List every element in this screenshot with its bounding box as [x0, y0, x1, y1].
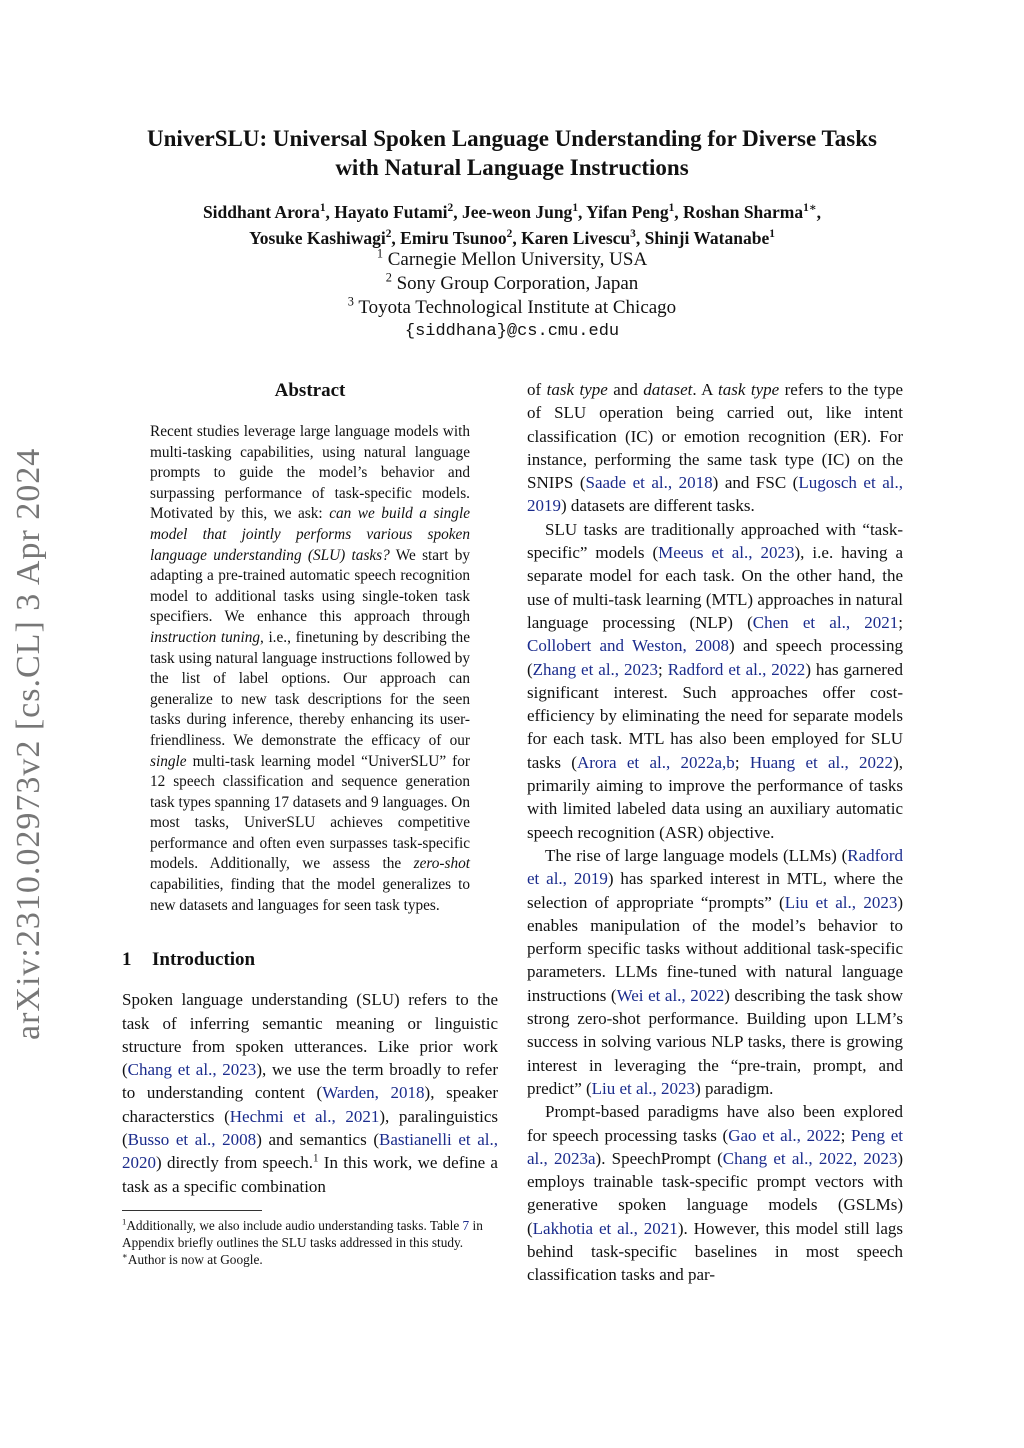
- affiliation-name: Carnegie Mellon University, USA: [387, 249, 648, 270]
- affiliation-name: Toyota Technological Institute at Chicago: [358, 297, 677, 318]
- emphasis-text: single: [150, 752, 187, 770]
- citation-link[interactable]: Chen et al., 2021: [752, 612, 899, 632]
- abstract-heading: Abstract: [274, 380, 346, 401]
- citation-link[interactable]: Lugosch et al., 2019: [527, 473, 903, 516]
- author-mark: 3: [630, 228, 636, 241]
- emphasis-text: can we build a single model that jointly performs various spoken language understanding (SLU) tasks?: [150, 505, 470, 564]
- left-column: [122, 378, 498, 1268]
- author: Siddhant Arora: [202, 202, 320, 222]
- title-line-2: with Natural Language Instructions: [335, 155, 689, 180]
- citation-link[interactable]: Bastianelli et al., 2020: [122, 1130, 499, 1173]
- author-mark: 2: [447, 202, 454, 215]
- body-paragraph: Prompt-based paradigms have also been explored for speech processing tasks (Gao et al., 2022; Peng et al., 2023a). SpeechPrompt (Chang et al., 2022, 2023) employs trainable task-specific prompt vectors with generative spoken language models (GSLMs) (Lakhotia et al., 2021). However, this model still lags behind task-specific baselines in most speech classification tasks and par-: [527, 1102, 903, 1285]
- author-list: [0, 199, 1024, 251]
- citation-link[interactable]: Chang et al., 2022, 2023: [722, 1148, 898, 1168]
- citation-link[interactable]: Huang et al., 2022: [749, 752, 894, 772]
- footnote-divider: [122, 1210, 262, 1211]
- emphasis-text: dataset: [643, 380, 693, 399]
- author-mark: 1: [572, 202, 578, 215]
- body-paragraph: SLU tasks are traditionally approached with “task-specific” models (Meeus et al., 2023), i.e. having a separate model for each task. On the other hand, the use of multi-task learning (MTL) approaches in natural language processing (NLP) (Chen et al., 2021; Collobert and Weston, 2008) and speech processing (Zhang et al., 2023; Radford et al., 2022) has garnered significant interest. Such approaches offer cost-efficiency by eliminating the need for separate models for each task. MTL has also been employed for SLU tasks (Arora et al., 2022a,b; Huang et al., 2022), primarily aiming to improve the performance of tasks with limited labeled data using an auxiliary automatic speech recognition (ASR) objective.: [527, 519, 904, 842]
- affiliation: [0, 296, 1024, 320]
- emphasis-text: task type: [718, 380, 780, 399]
- author-line-1: Siddhant Arora$^1$, Hayato Futami$^2$, Jee-weon Jung$^1$, Yifan Peng$^1$, Roshan Sharma$^{1∗}$,: [202, 202, 822, 222]
- citation-link[interactable]: Peng et al., 2023a: [527, 1125, 903, 1168]
- affiliation-mark: 1: [376, 246, 383, 261]
- author: Jee-weon Jung: [461, 202, 573, 222]
- affiliation-mark: 2: [385, 270, 392, 285]
- abstract-text: Recent studies leverage large language models with multi-tasking capabilities, using natural language prompts to guide the model’s behavior and surpassing performance of task-specific models. Motivated by this, we ask: can we build a single model that jointly performs various spoken language understanding (SLU) tasks? We start by adapting a pre-trained automatic speech recognition model to additional tasks using single-token task specifiers. We enhance this approach through instruction tuning, i.e., finetuning by describing the task using natural language instructions followed by the list of label options. Our approach can generalize to new task descriptions for the seen tasks during inference, thereby enhancing its user-friendliness. We demonstrate the efficacy of our single multi-task learning model “UniverSLU” for 12 speech classification and sequence generation task types spanning 17 datasets and 9 languages. On most tasks, UniverSLU achieves competitive performance and often even surpasses task-specific models. Additionally, we assess the zero-shot capabilities, finding that the model generalizes to new datasets and languages for seen task types.: [150, 423, 470, 914]
- author: Roshan Sharma: [683, 202, 804, 222]
- author-mark: 1: [769, 228, 775, 241]
- affiliation: [0, 272, 1024, 296]
- title-line-1: UniverSLU: Universal Spoken Language Understanding for Diverse Tasks: [147, 126, 877, 151]
- author: Emiru Tsunoo: [400, 228, 507, 248]
- footnote: ∗Author is now at Google.: [122, 1250, 263, 1267]
- citation-link[interactable]: Zhang et al., 2023: [532, 659, 659, 679]
- emphasis-text: task type: [546, 380, 608, 399]
- citation-link[interactable]: Lakhotia et al., 2021: [532, 1218, 678, 1238]
- footnote: $^1$Additionally, we also include audio understanding tasks. Table 7 in Appendix briefly outlines the SLU tasks addressed in this study.: [122, 1216, 483, 1250]
- author: Yosuke Kashiwagi: [249, 228, 386, 248]
- right-column: [527, 378, 903, 1287]
- emphasis-text: instruction tuning: [150, 628, 260, 646]
- citation-link[interactable]: Wei et al., 2022: [616, 985, 725, 1005]
- section-heading: [122, 948, 498, 972]
- body-paragraph: of task type and dataset. A task type refers to the type of SLU operation being carried out, like intent classification (IC) or emotion recognition (ER). For instance, performing the same task type (IC) on the SNIPS (Saade et al., 2018) and FSC (Lugosch et al., 2019) datasets are different tasks.: [527, 380, 903, 516]
- affiliation-mark: 3: [347, 294, 354, 309]
- citation-link[interactable]: 7: [462, 1217, 470, 1233]
- footnote-marker[interactable]: 1: [312, 1152, 319, 1165]
- citation-link[interactable]: Liu et al., 2023: [591, 1078, 696, 1098]
- citation-link[interactable]: Saade et al., 2018: [585, 473, 713, 493]
- arxiv-identifier: arXiv:2310.02973v2 [cs.CL] 3 Apr 2024: [10, 447, 47, 1040]
- citation-link[interactable]: Collobert and Weston, 2008: [527, 636, 730, 656]
- section-number: 1: [122, 949, 132, 971]
- citation-link[interactable]: Meeus et al., 2023: [658, 543, 795, 563]
- author: Yifan Peng: [586, 202, 669, 222]
- citation-link[interactable]: Busso et al., 2008: [127, 1130, 257, 1150]
- paper-title: [0, 124, 1024, 182]
- affiliation-list: [0, 248, 1024, 344]
- intro-paragraph: Spoken language understanding (SLU) refers to the task of inferring semantic meaning or linguistic structure from spoken utterances. Like prior work (Chang et al., 2023), we use the term broadly to refer to understanding content (Warden, 2018), speaker characterstics (Hechmi et al., 2021), paralinguistics (Busso et al., 2008) and semantics (Bastianelli et al., 2020) directly from speech.$^1$ In this work, we define a task as a specific combination: [122, 990, 499, 1196]
- citation-link[interactable]: Arora et al., 2022a,b: [576, 752, 735, 772]
- author-mark: 1: [668, 202, 675, 215]
- footnote-marker[interactable]: 1: [122, 1216, 127, 1227]
- author-mark: 1: [319, 202, 326, 215]
- citation-link[interactable]: Gao et al., 2022: [728, 1125, 841, 1145]
- emphasis-text: zero-shot: [413, 855, 470, 873]
- contact-email[interactable]: {siddhana}@cs.cmu.edu: [404, 322, 620, 341]
- affiliation: [0, 248, 1024, 272]
- author-line-2: Yosuke Kashiwagi$^2$, Emiru Tsunoo$^2$, Karen Livescu$^3$, Shinji Watanabe$^1$: [249, 228, 775, 248]
- citation-link[interactable]: Radford et al., 2019: [527, 845, 903, 889]
- author-mark: 2: [506, 228, 513, 241]
- citation-link[interactable]: Chang et al., 2023: [127, 1060, 257, 1080]
- author: Shinji Watanabe: [644, 228, 770, 248]
- affiliation-name: Sony Group Corporation, Japan: [396, 273, 639, 294]
- author-mark: 2: [385, 228, 392, 241]
- body-paragraph: The rise of large language models (LLMs) (Radford et al., 2019) has sparked interest in MTL, where the selection of appropriate “prompts” (Liu et al., 2023) enables manipulation of the model’s behavior to perform specific tasks without additional task-specific parameters. LLMs fine-tuned with natural language instructions (Wei et al., 2022) describing the task show strong zero-shot performance. Building upon LLM’s success in solving various NLP tasks, there is growing interest in leveraging the “pre-train, prompt, and predict” (Liu et al., 2023) paradigm.: [527, 845, 903, 1098]
- citation-link[interactable]: Liu et al., 2023: [784, 892, 898, 912]
- citation-link[interactable]: Warden, 2018: [322, 1083, 425, 1103]
- author: Karen Livescu: [521, 228, 631, 248]
- author-mark: 1∗: [803, 202, 817, 215]
- footnote-marker[interactable]: ∗: [122, 1250, 128, 1261]
- author: Hayato Futami: [334, 202, 448, 222]
- citation-link[interactable]: Radford et al., 2022: [667, 659, 806, 679]
- citation-link[interactable]: Hechmi et al., 2021: [229, 1106, 380, 1126]
- section-title: Introduction: [152, 949, 256, 971]
